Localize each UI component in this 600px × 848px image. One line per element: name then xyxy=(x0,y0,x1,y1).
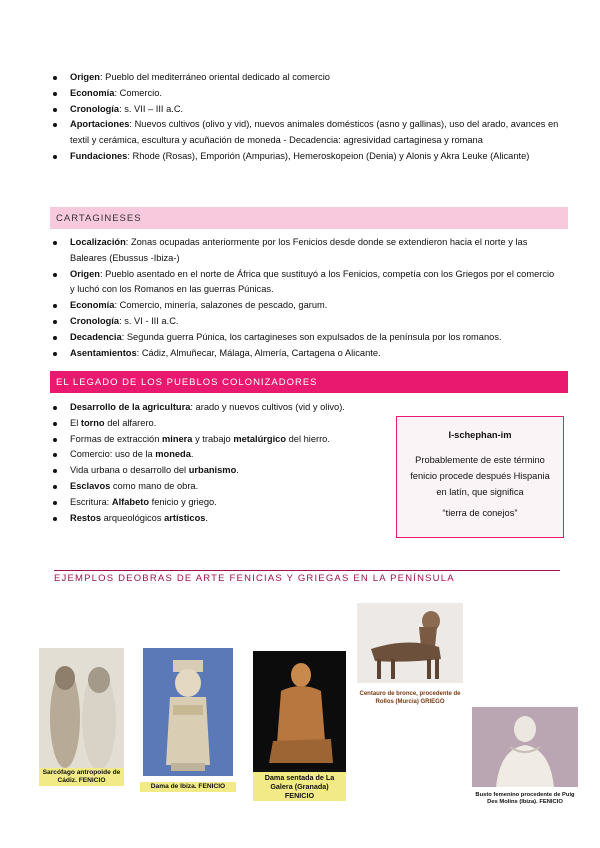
list-item: Cronología: s. VII – III a.C. xyxy=(53,102,560,118)
section-header-legado: EL LEGADO DE LOS PUEBLOS COLONIZADORES xyxy=(50,371,568,393)
list-item: Formas de extracción minera y trabajo metalúrgico del hierro. xyxy=(53,432,345,448)
photo-sarcofago xyxy=(39,648,124,786)
legado-list xyxy=(53,400,345,526)
callout-text: Probablemente de este término fenicio procede después Hispania en latín, que significa xyxy=(410,455,550,497)
list-item: Origen: Pueblo del mediterráneo oriental dedicado al comercio xyxy=(53,70,560,86)
sarcofago-image xyxy=(39,648,124,768)
list-item: Desarrollo de la agricultura: arado y nuevos cultivos (vid y olivo). xyxy=(53,400,345,416)
list-item: Restos arqueológicos artísticos. xyxy=(53,511,345,527)
list-item: Decadencia: Segunda guerra Púnica, los cartagineses son expulsados de la península por los romanos. xyxy=(53,330,560,346)
photo-caption: Centauro de bronce, procedente de Rollos (Murcia) GRIEGO xyxy=(357,690,463,707)
list-item: Esclavos como mano de obra. xyxy=(53,479,345,495)
callout-title: I-schephan-im xyxy=(448,430,512,440)
list-item: Localización: Zonas ocupadas anteriormente por los Fenicios desde donde se extendieron hacia el norte y las Baleares (Ebussus -Ibiza-) xyxy=(53,235,560,267)
callout-quote: “tierra de conejos” xyxy=(442,508,518,518)
photo-caption: Dama sentada de La Galera (Granada) FENICIO xyxy=(253,772,346,801)
examples-title: EJEMPLOS DEOBRAS DE ARTE FENICIAS Y GRIEGAS EN LA PENÍNSULA xyxy=(54,573,455,584)
callout-box xyxy=(396,416,564,538)
list-item: Cronología: s. VI - III a.C. xyxy=(53,314,560,330)
list-item: Origen: Pueblo asentado en el norte de África que sustituyó a los Fenicios, competía con los Griegos por el comercio y luchó con los Romanos en las guerras Púnicas. xyxy=(53,267,560,299)
list-item: Escritura: Alfabeto fenicio y griego. xyxy=(53,495,345,511)
photo-caption: Sarcófago antropoide de Cádiz. FENICIO xyxy=(39,768,124,786)
list-item: El torno del alfarero. xyxy=(53,416,345,432)
fenicios-list xyxy=(53,70,560,165)
section-header-cartagineses: CARTAGINESES xyxy=(50,207,568,229)
list-item: Aportaciones: Nuevos cultivos (olivo y vid), nuevos animales domésticos (asno y gallinas), uso del arado, avances en textil y cerámica, escultura y acuñación de moneda - Decadencia: agresividad cartaginesa y romana xyxy=(53,117,560,149)
dama-sentada-image xyxy=(253,651,346,769)
list-item: Economía: Comercio, minería, salazones de pescado, garum. xyxy=(53,298,560,314)
divider xyxy=(54,570,560,571)
photo-caption: Dama de Ibiza. FENICIO xyxy=(140,782,236,792)
list-item: Economía: Comercio. xyxy=(53,86,560,102)
busto-image xyxy=(472,707,578,787)
list-item: Asentamientos: Cádiz, Almuñecar, Málaga, Almería, Cartagena o Alicante. xyxy=(53,346,560,362)
photo-dama-sentada xyxy=(253,651,346,801)
list-item: Fundaciones: Rhode (Rosas), Emporión (Ampurias), Hemeroskopeion (Denia) y Alonis y Akra Leuke (Alicante) xyxy=(53,149,560,165)
list-item: Vida urbana o desarrollo del urbanismo. xyxy=(53,463,345,479)
photo-busto xyxy=(472,707,578,807)
cartagineses-list xyxy=(53,235,560,361)
dama-ibiza-image xyxy=(140,645,236,779)
list-item: Comercio: uso de la moneda. xyxy=(53,447,345,463)
photo-dama-ibiza xyxy=(140,645,236,792)
centauro-image xyxy=(357,603,463,683)
photo-caption: Busto femenino procedente de Puig Des Molins (Ibiza). FENICIO xyxy=(472,791,578,807)
photo-centauro xyxy=(357,603,463,707)
